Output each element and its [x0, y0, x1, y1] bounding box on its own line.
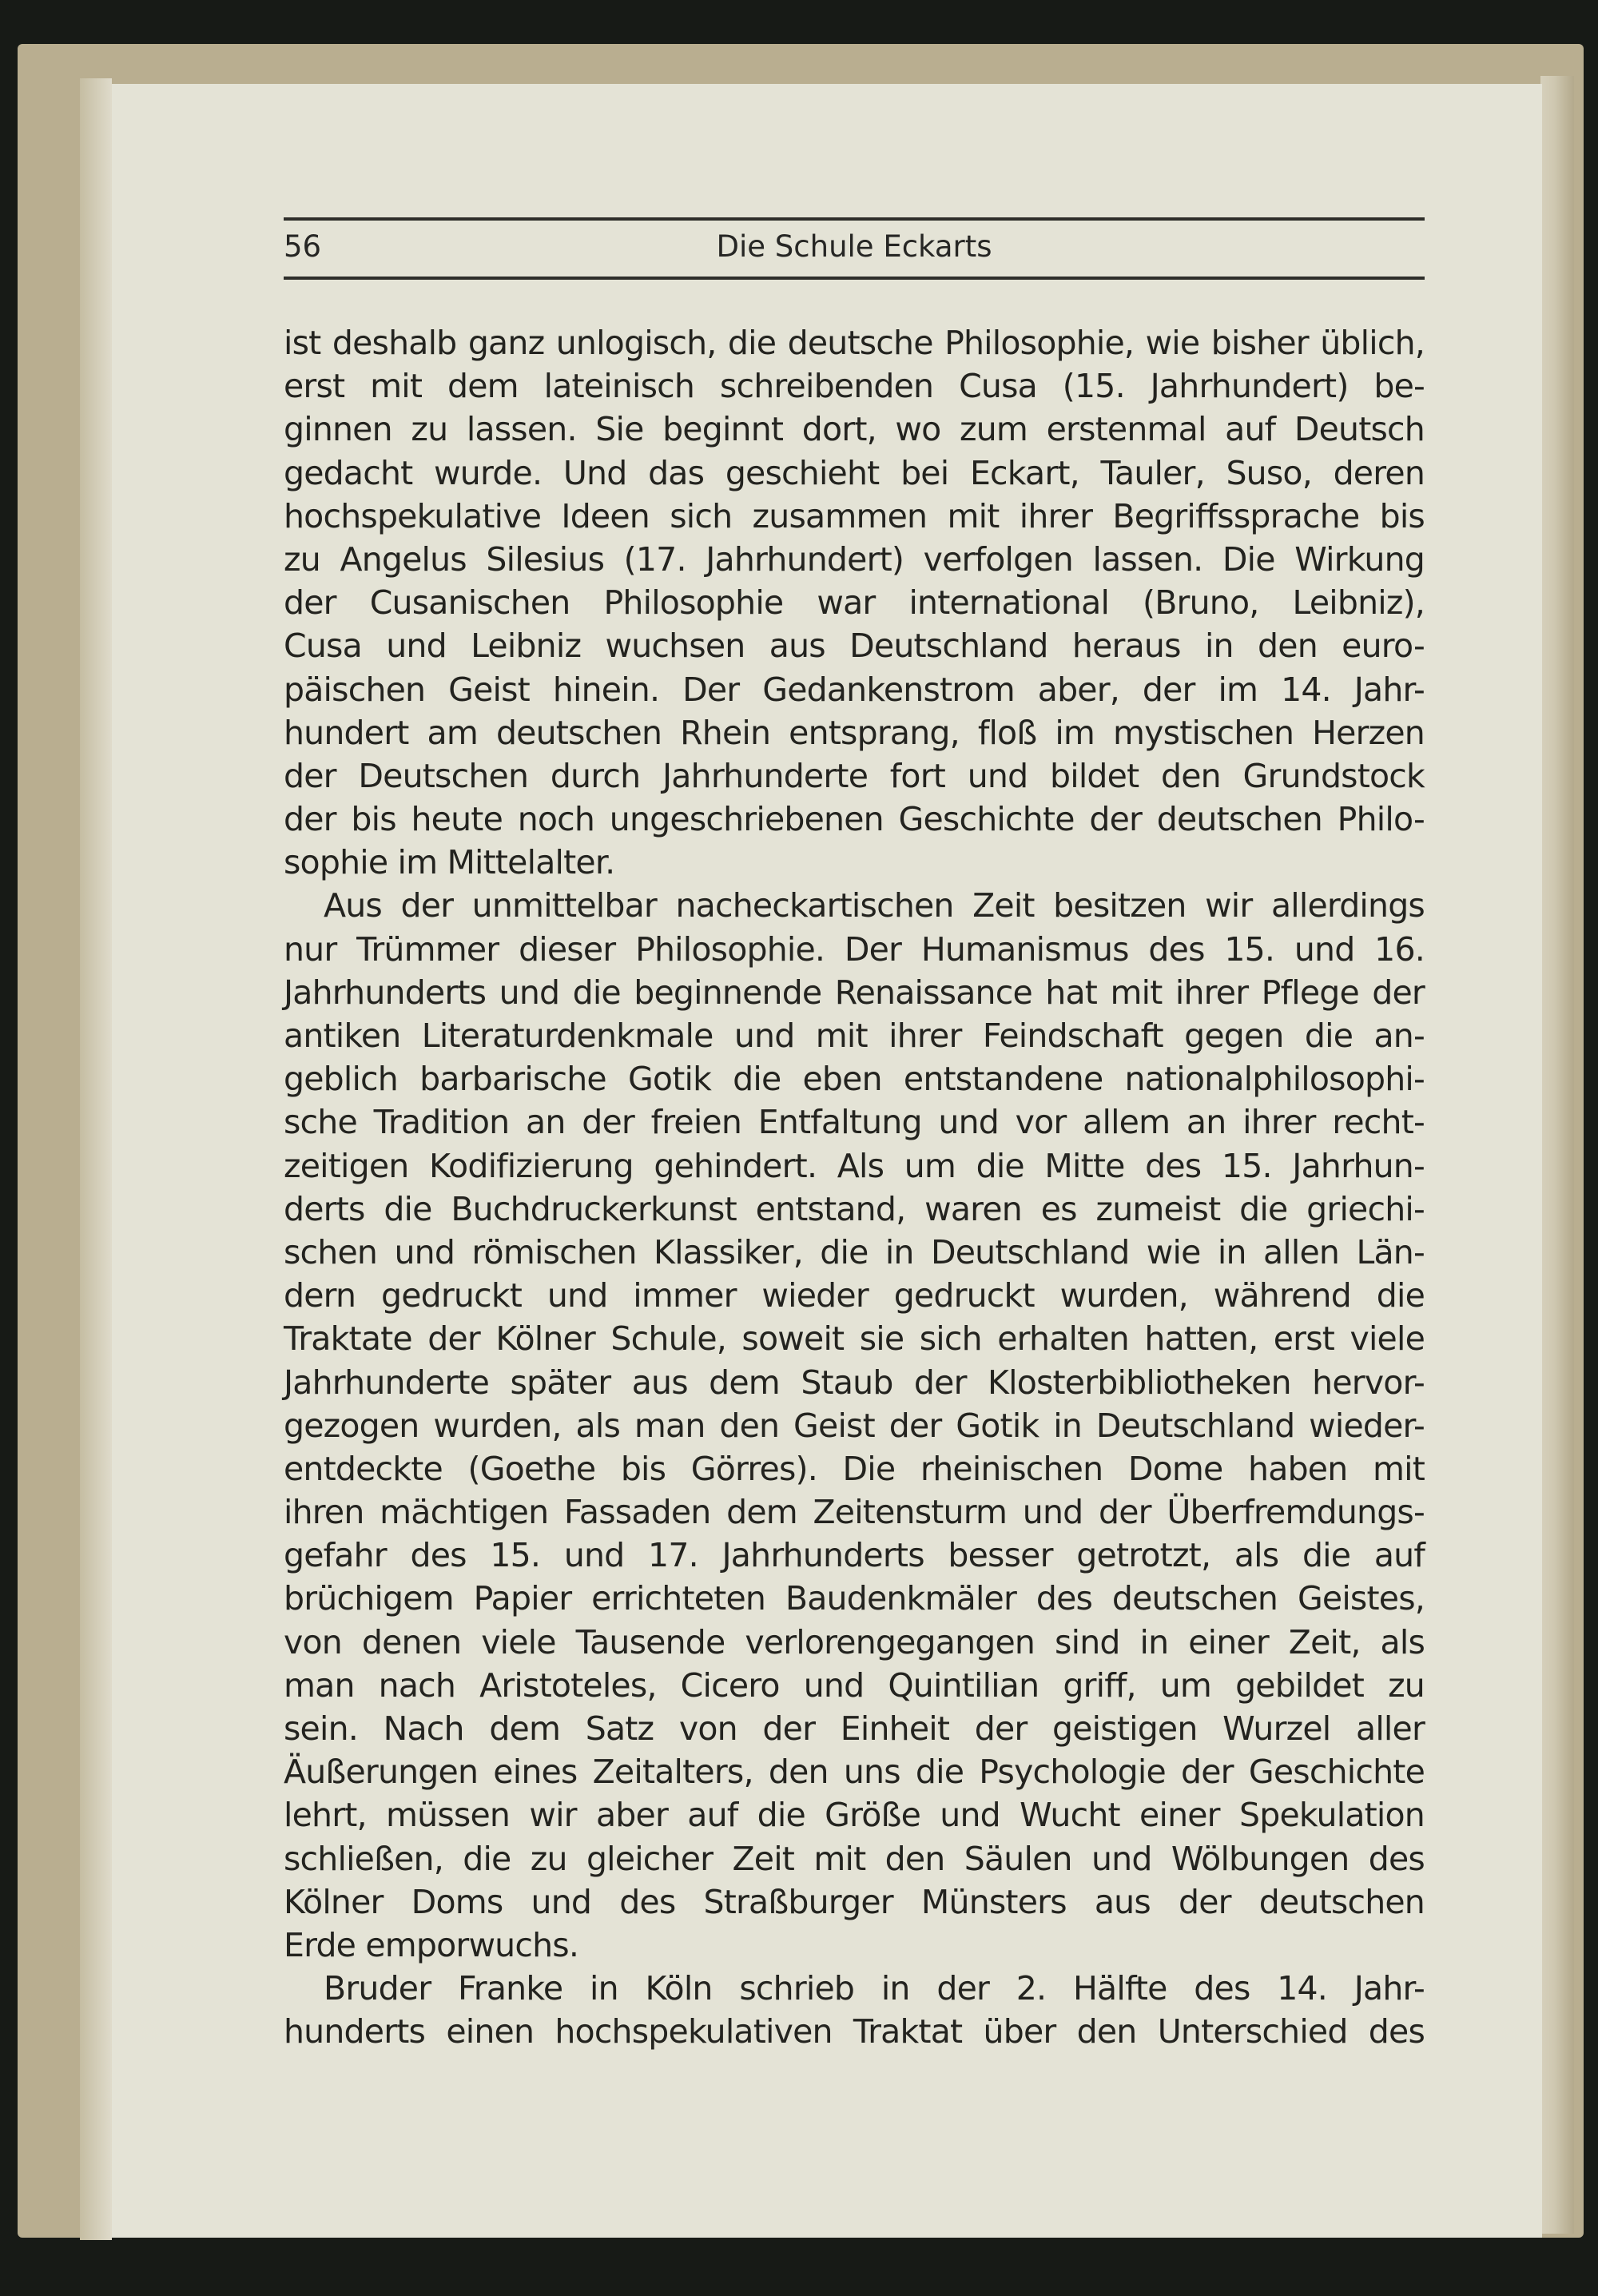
text-line: Cusa und Leibniz wuchsen aus Deutschland heraus in den euro-	[284, 627, 1425, 666]
text-line: Kölner Doms und des Straßburger Münsters aus der deutschen	[284, 1882, 1425, 1921]
text-line: man nach Aristoteles, Cicero und Quintilian griff, um gebildet zu	[284, 1665, 1425, 1705]
text-line: schen und römischen Klassiker, die in Deutschland wie in allen Län-	[284, 1232, 1425, 1271]
text-line: Jahrhunderte später aus dem Staub der Klosterbibliotheken hervor-	[284, 1363, 1425, 1402]
paragraph-start-line: Aus der unmittelbar nacheckartischen Zeit besitzen wir allerdings	[324, 886, 1425, 925]
text-line: Jahrhunderts und die beginnende Renaissance hat mit ihrer Pflege der	[284, 973, 1425, 1012]
text-line: der bis heute noch ungeschriebenen Geschichte der deutschen Philo-	[284, 800, 1425, 839]
text-line: erst mit dem lateinisch schreibenden Cusa (15. Jahrhundert) be-	[284, 367, 1425, 406]
text-line: der Cusanischen Philosophie war international (Bruno, Leibniz),	[284, 583, 1425, 623]
text-line: ist deshalb ganz unlogisch, die deutsche Philosophie, wie bisher üblich,	[284, 324, 1425, 362]
paragraph-start-line: Bruder Franke in Köln schrieb in der 2. Hälfte des 14. Jahr-	[324, 1969, 1425, 2008]
body-text	[284, 321, 1425, 2054]
text-line: dern gedruckt und immer wieder gedruckt wurden, während die	[284, 1276, 1425, 1315]
text-line: hunderts einen hochspekulativen Traktat über den Unterschied des	[284, 2012, 1425, 2051]
text-line: von denen viele Tausende verlorengegangen sind in einer Zeit, als	[284, 1622, 1425, 1661]
text-line: hundert am deutschen Rhein entsprang, floß im mystischen Herzen	[284, 713, 1425, 752]
text-line: entdeckte (Goethe bis Görres). Die rheinischen Dome haben mit	[284, 1449, 1425, 1488]
paragraph-end-line: sophie im Mittelalter.	[284, 843, 615, 882]
text-line: sche Tradition an der freien Entfaltung und vor allem an ihrer recht-	[284, 1103, 1425, 1142]
text-line: gezogen wurden, als man den Geist der Gotik in Deutschland wieder-	[284, 1406, 1425, 1445]
page-stack-right-edge	[1540, 76, 1574, 2234]
text-line: gefahr des 15. und 17. Jahrhunderts besser getrotzt, als die auf	[284, 1536, 1425, 1575]
text-line: nur Trümmer dieser Philosophie. Der Humanismus des 15. und 16.	[284, 929, 1425, 969]
header-rule-bottom	[284, 277, 1425, 280]
text-line: brüchigem Papier errichteten Baudenkmäler des deutschen Geistes,	[284, 1579, 1425, 1618]
text-line: ihren mächtigen Fassaden dem Zeitensturm und der Überfremdungs-	[284, 1493, 1425, 1532]
text-line: antiken Literaturdenkmale und mit ihrer Feindschaft gegen die an-	[284, 1017, 1425, 1055]
paragraph-end-line: Erde emporwuchs.	[284, 1925, 579, 1964]
text-line: zu Angelus Silesius (17. Jahrhundert) verfolgen lassen. Die Wirkung	[284, 539, 1425, 579]
text-line: päischen Geist hinein. Der Gedankenstrom aber, der im 14. Jahr-	[284, 670, 1425, 709]
text-line: hochspekulative Ideen sich zusammen mit ihrer Begriffssprache bis	[284, 496, 1425, 535]
text-line: derts die Buchdruckerkunst entstand, waren es zumeist die griechi-	[284, 1189, 1425, 1228]
page-stack-left-edge	[80, 78, 112, 2240]
running-head-title: Die Schule Eckarts	[716, 229, 992, 264]
text-line: schließen, die zu gleicher Zeit mit den Säulen und Wölbungen des	[284, 1839, 1425, 1878]
text-line: sein. Nach dem Satz von der Einheit der geistigen Wurzel aller	[284, 1709, 1425, 1748]
page-number: 56	[284, 229, 322, 264]
text-line: gedacht wurde. Und das geschieht bei Eckart, Tauler, Suso, deren	[284, 453, 1425, 492]
text-line: lehrt, müssen wir aber auf die Größe und Wucht einer Spekulation	[284, 1796, 1425, 1835]
text-line: geblich barbarische Gotik die eben entstandene nationalphilosophi-	[284, 1060, 1425, 1099]
text-line: ginnen zu lassen. Sie beginnt dort, wo zum erstenmal auf Deutsch	[284, 410, 1425, 449]
text-line: zeitigen Kodifizierung gehindert. Als um die Mitte des 15. Jahrhun-	[284, 1146, 1425, 1185]
text-line: der Deutschen durch Jahrhunderte fort und bildet den Grundstock	[284, 756, 1425, 795]
header-rule-top	[284, 217, 1425, 221]
text-line: Traktate der Kölner Schule, soweit sie sich erhalten hatten, erst viele	[284, 1319, 1425, 1359]
text-line: Äußerungen eines Zeitalters, den uns die Psychologie der Geschichte	[284, 1753, 1425, 1792]
